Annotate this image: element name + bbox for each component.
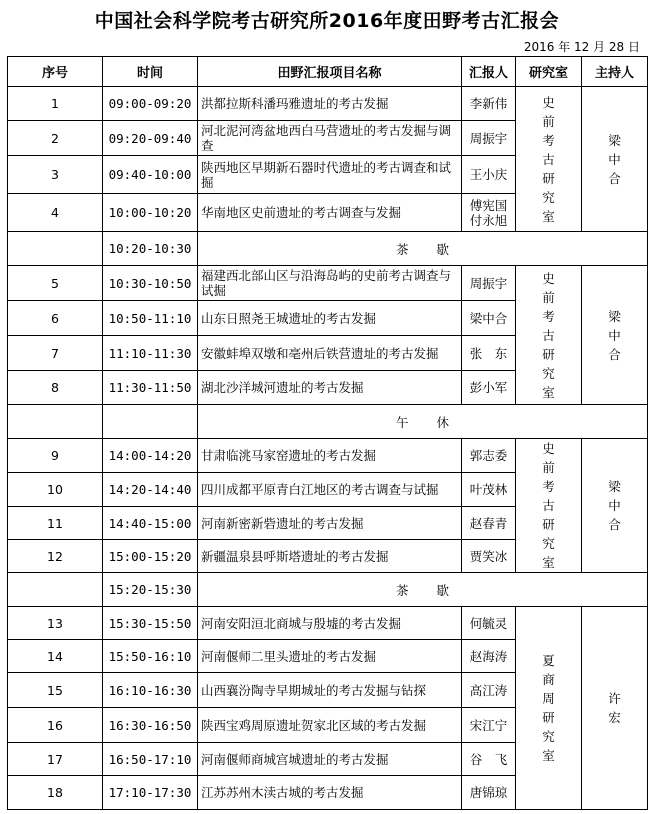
row-title: 华南地区史前遗址的考古调查与发掘: [198, 194, 462, 232]
row-reporter: 傅宪国 付永旭: [462, 194, 516, 232]
break-label: [198, 232, 648, 266]
row-no: 13: [8, 607, 103, 640]
row-no: 5: [8, 266, 103, 301]
session-office: [516, 439, 582, 573]
break-label: [198, 405, 648, 439]
row-time: 11:30-11:50: [103, 371, 198, 405]
session-host-text: 梁中合: [608, 132, 621, 186]
break-label: [198, 573, 648, 607]
session-host-text: 梁中合: [608, 479, 621, 532]
row-time: 09:20-09:40: [103, 121, 198, 156]
row-title: 福建西北部山区与沿海岛屿的史前考古调查与试掘: [198, 266, 462, 301]
table-row: [8, 87, 648, 121]
row-title: 山东日照尧王城遗址的考古发掘: [198, 301, 462, 336]
row-reporter: 李新伟: [462, 87, 516, 121]
row-reporter: 宋江宁: [462, 708, 516, 743]
row-time: 16:10-16:30: [103, 673, 198, 708]
row-reporter: 赵春青: [462, 507, 516, 540]
row-reporter: 张 东: [462, 336, 516, 371]
session-host: [582, 439, 648, 573]
row-reporter: 何毓灵: [462, 607, 516, 640]
row-title: 洪都拉斯科潘玛雅遗址的考古发掘: [198, 87, 462, 121]
row-time: 14:00-14:20: [103, 439, 198, 473]
row-time: 14:20-14:40: [103, 473, 198, 507]
break-row: [8, 232, 648, 266]
header-host: 主持人: [582, 57, 648, 87]
row-no: 6: [8, 301, 103, 336]
break-empty-cell: [8, 405, 103, 439]
row-no: 10: [8, 473, 103, 507]
row-title: 甘肃临洮马家窑遗址的考古发掘: [198, 439, 462, 473]
row-no: 1: [8, 87, 103, 121]
row-title: 江苏苏州木渎古城的考古发掘: [198, 776, 462, 810]
break-time: 10:20-10:30: [103, 232, 198, 266]
row-reporter: 唐锦琼: [462, 776, 516, 810]
row-no: 18: [8, 776, 103, 810]
break-row: [8, 573, 648, 607]
report-date: 2016 年 12 月 28 日: [523, 40, 640, 54]
row-no: 16: [8, 708, 103, 743]
row-no: 8: [8, 371, 103, 405]
row-title: 河南安阳洹北商城与殷墟的考古发掘: [198, 607, 462, 640]
session-host: [582, 266, 648, 405]
row-title: 山西襄汾陶寺早期城址的考古发掘与钻探: [198, 673, 462, 708]
header-office: 研究室: [516, 57, 582, 87]
session-office: [516, 607, 582, 810]
row-no: 3: [8, 156, 103, 194]
row-title: 河北泥河湾盆地西白马营遗址的考古发掘与调查: [198, 121, 462, 156]
row-no: 14: [8, 640, 103, 673]
break-label-text: 午休: [395, 414, 477, 430]
break-empty-cell: [8, 232, 103, 266]
row-reporter: 贾笑冰: [462, 540, 516, 573]
row-title: 河南新密新砦遗址的考古发掘: [198, 507, 462, 540]
row-no: 2: [8, 121, 103, 156]
row-no: 7: [8, 336, 103, 371]
row-time: 10:00-10:20: [103, 194, 198, 232]
page-title: 中国社会科学院考古研究所2016年度田野考古汇报会: [94, 10, 560, 32]
row-time: 15:30-15:50: [103, 607, 198, 640]
header-reporter: 汇报人: [462, 57, 516, 87]
row-reporter: 叶茂林: [462, 473, 516, 507]
header-row: [8, 57, 648, 87]
session-host-text: 许宏: [608, 691, 621, 725]
schedule-body: [8, 87, 648, 810]
session-office-text: 史前考古研究室: [542, 94, 555, 224]
row-title: 安徽蚌埠双墩和亳州后铁营遗址的考古发掘: [198, 336, 462, 371]
row-no: 9: [8, 439, 103, 473]
session-host: [582, 87, 648, 232]
row-reporter: 赵海涛: [462, 640, 516, 673]
row-reporter: 彭小军: [462, 371, 516, 405]
break-time: 15:20-15:30: [103, 573, 198, 607]
row-title: 陕西地区早期新石器时代遗址的考古调查和试掘: [198, 156, 462, 194]
row-reporter: 周振宇: [462, 121, 516, 156]
session-office: [516, 87, 582, 232]
break-empty-cell: [8, 573, 103, 607]
session-host: [582, 607, 648, 810]
row-reporter: 王小庆: [462, 156, 516, 194]
row-reporter: 周振宇: [462, 266, 516, 301]
header-no: 序号: [8, 57, 103, 87]
session-host-text: 梁中合: [608, 308, 621, 362]
row-time: 16:30-16:50: [103, 708, 198, 743]
row-time: 14:40-15:00: [103, 507, 198, 540]
break-label-text: 茶歇: [395, 241, 477, 257]
row-reporter: 高江涛: [462, 673, 516, 708]
row-no: 11: [8, 507, 103, 540]
session-office: [516, 266, 582, 405]
row-title: 河南偃师商城宫城遗址的考古发掘: [198, 743, 462, 776]
row-time: 10:50-11:10: [103, 301, 198, 336]
row-reporter: 梁中合: [462, 301, 516, 336]
table-row: [8, 607, 648, 640]
row-time: 11:10-11:30: [103, 336, 198, 371]
row-title: 湖北沙洋城河遗址的考古发掘: [198, 371, 462, 405]
row-time: 16:50-17:10: [103, 743, 198, 776]
row-title: 四川成都平原青白江地区的考古调查与试掘: [198, 473, 462, 507]
row-time: 09:00-09:20: [103, 87, 198, 121]
row-time: 15:00-15:20: [103, 540, 198, 573]
table-row: [8, 439, 648, 473]
row-no: 4: [8, 194, 103, 232]
break-row: [8, 405, 648, 439]
header-title: 田野汇报项目名称: [198, 57, 462, 87]
table-row: [8, 266, 648, 301]
row-title: 新疆温泉县呼斯塔遗址的考古发掘: [198, 540, 462, 573]
row-no: 12: [8, 540, 103, 573]
row-title: 河南偃师二里头遗址的考古发掘: [198, 640, 462, 673]
row-title: 陕西宝鸡周原遗址贺家北区域的考古发掘: [198, 708, 462, 743]
session-office-text: 史前考古研究室: [542, 270, 555, 400]
header-time: 时间: [103, 57, 198, 87]
session-office-text: 史前考古研究室: [542, 441, 555, 570]
row-no: 17: [8, 743, 103, 776]
row-time: 15:50-16:10: [103, 640, 198, 673]
row-time: 17:10-17:30: [103, 776, 198, 810]
row-reporter: 郭志委: [462, 439, 516, 473]
row-reporter: 谷 飞: [462, 743, 516, 776]
session-office-text: 夏商周研究室: [542, 653, 555, 763]
row-time: 10:30-10:50: [103, 266, 198, 301]
break-label-text: 茶歇: [395, 582, 477, 598]
row-no: 15: [8, 673, 103, 708]
break-time: [103, 405, 198, 439]
schedule-table: [7, 56, 648, 810]
row-time: 09:40-10:00: [103, 156, 198, 194]
